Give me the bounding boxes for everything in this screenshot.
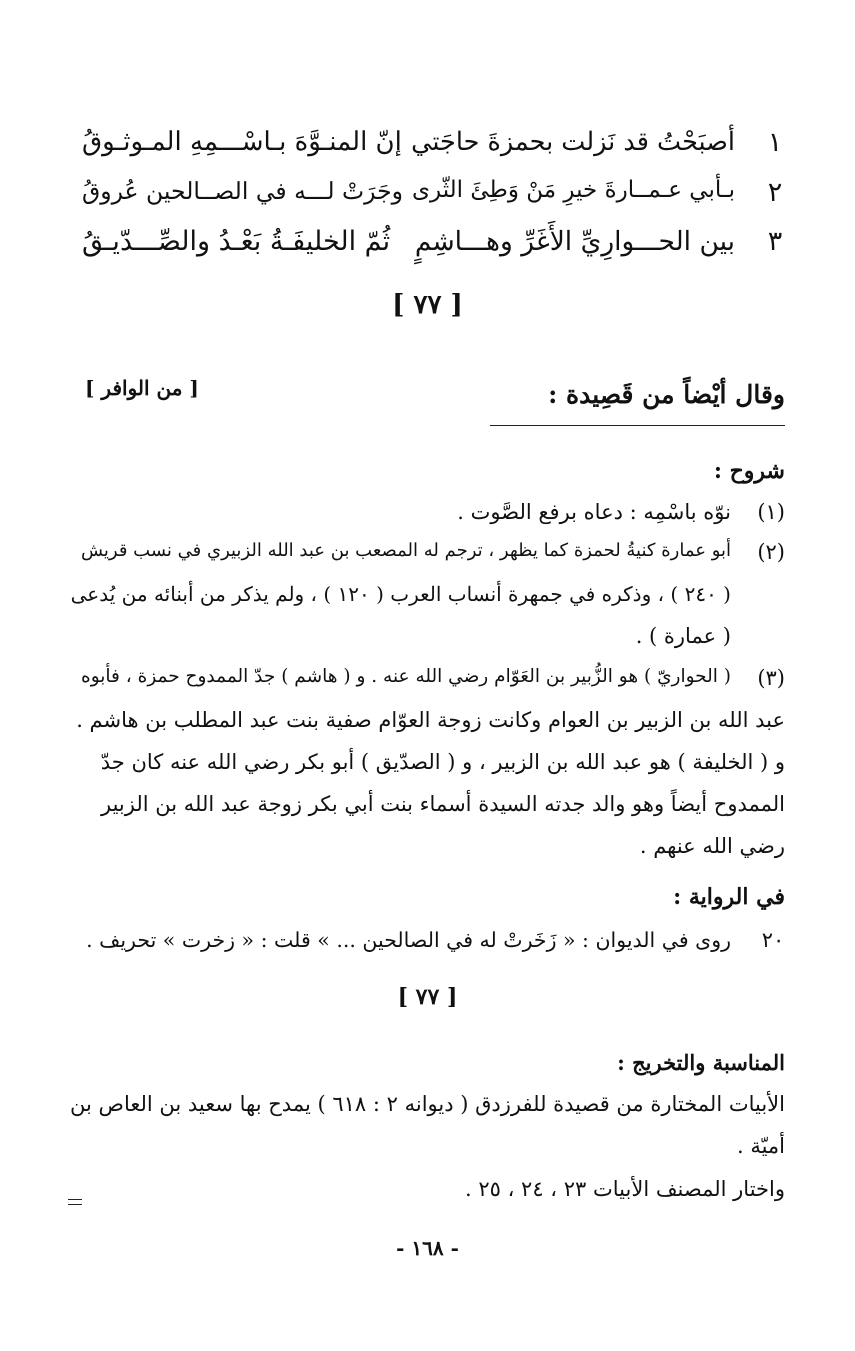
note-line: ( ٢٤٠ ) ، وذكره في جمهرة أنساب العرب ( ١٢٠ ) ، ولم يذكر من أبنائه من يُدعى: [70, 582, 731, 606]
verse-number: ٣: [767, 226, 783, 257]
riwaya-heading: في الرواية :: [673, 884, 785, 910]
verse-second-hemistich: إنّ المنـوَّهَ بـاسْـــمِهِ المـوثـوقُ: [82, 127, 402, 157]
title-underline: [490, 425, 785, 426]
verse-second-hemistich: وجَرَتْ لـــه في الصــالحين عُروقُ: [82, 177, 403, 205]
meter-label: [ من الوافر ]: [85, 376, 199, 400]
page-number: - ١٦٨ -: [396, 1236, 459, 1260]
note-number: (٣): [757, 666, 785, 690]
margin-mark: [68, 1204, 82, 1205]
verse-first-hemistich: أصبَحْتُ قد نَزلت بحمزةَ حاجَتي: [411, 127, 735, 157]
notes-heading: شروح :: [713, 458, 785, 484]
verse-number: ١: [767, 127, 783, 158]
note-line: عبد الله بن الزبير بن العوام وكانت زوجة العوّام صفية بنت عبد المطلب بن هاشم .: [76, 708, 785, 732]
note-number: (١): [757, 500, 785, 524]
note-number: (٢): [757, 540, 785, 564]
note-line: ( الحواريّ ) هو الزُّبير بن العَوّام رضي الله عنه . و ( هاشم ) جدّ الممدوح حمزة ، فأبوه: [81, 666, 731, 687]
takhrij-line: الأبيات المختارة من قصيدة للفرزدق ( ديوانه ٢ : ٦١٨ ) يمدح بها سعيد بن العاص بن: [70, 1092, 785, 1116]
riwaya-text: روى في الديوان : « زَخَرتْ له في الصالحين ... » قلت : « زخرت » تحريف .: [86, 928, 731, 952]
note-line: أبو عمارة كنيةُ لحمزة كما يظهر ، ترجم له المصعب بن عبد الله الزبيري في نسب قريش: [80, 540, 731, 561]
verse-second-hemistich: ثُمّ الخليفَـةُ بَعْـدُ والصِّـــدّيـقُ: [82, 226, 391, 257]
verse-2: [70, 177, 790, 221]
margin-mark: [68, 1199, 82, 1200]
poem-number: [ ٧٧ ]: [392, 290, 463, 320]
verse-3: [70, 226, 790, 270]
section-number: [ ٧٧ ]: [397, 984, 458, 1010]
verse-number: ٢: [767, 177, 783, 208]
verse-first-hemistich: بـأبي عـمــارةَ خيرِ مَنْ وَطِئَ الثّرى: [412, 177, 735, 203]
intro-title: وقال أيْضاً من قَصِيدة :: [548, 380, 785, 409]
verse-1: [70, 127, 790, 171]
note-line: رضي الله عنهم .: [639, 834, 785, 858]
takhrij-line: واختار المصنف الأبيات ٢٣ ، ٢٤ ، ٢٥ .: [464, 1177, 785, 1201]
note-line: ( عمارة ) .: [635, 624, 731, 648]
riwaya-verse-number: ٢٠: [761, 928, 785, 952]
note-line: نوّه باسْمِه : دعاه برفع الصَّوت .: [457, 500, 731, 524]
note-line: و ( الخليفة ) هو عبد الله بن الزبير ، و ( الصدّيق ) أبو بكر رضي الله عنه كان جدّ: [100, 750, 785, 774]
takhrij-heading: المناسبة والتخريج :: [617, 1050, 785, 1075]
note-line: الممدوح أيضاً وهو والد جدته السيدة أسماء بنت أبي بكر زوجة عبد الله بن الزبير: [100, 792, 785, 816]
verse-first-hemistich: بين الحـــوارِيِّ الأَغَرِّ وهـــاشِمٍ: [414, 226, 735, 257]
takhrij-line: أميّة .: [736, 1134, 785, 1158]
